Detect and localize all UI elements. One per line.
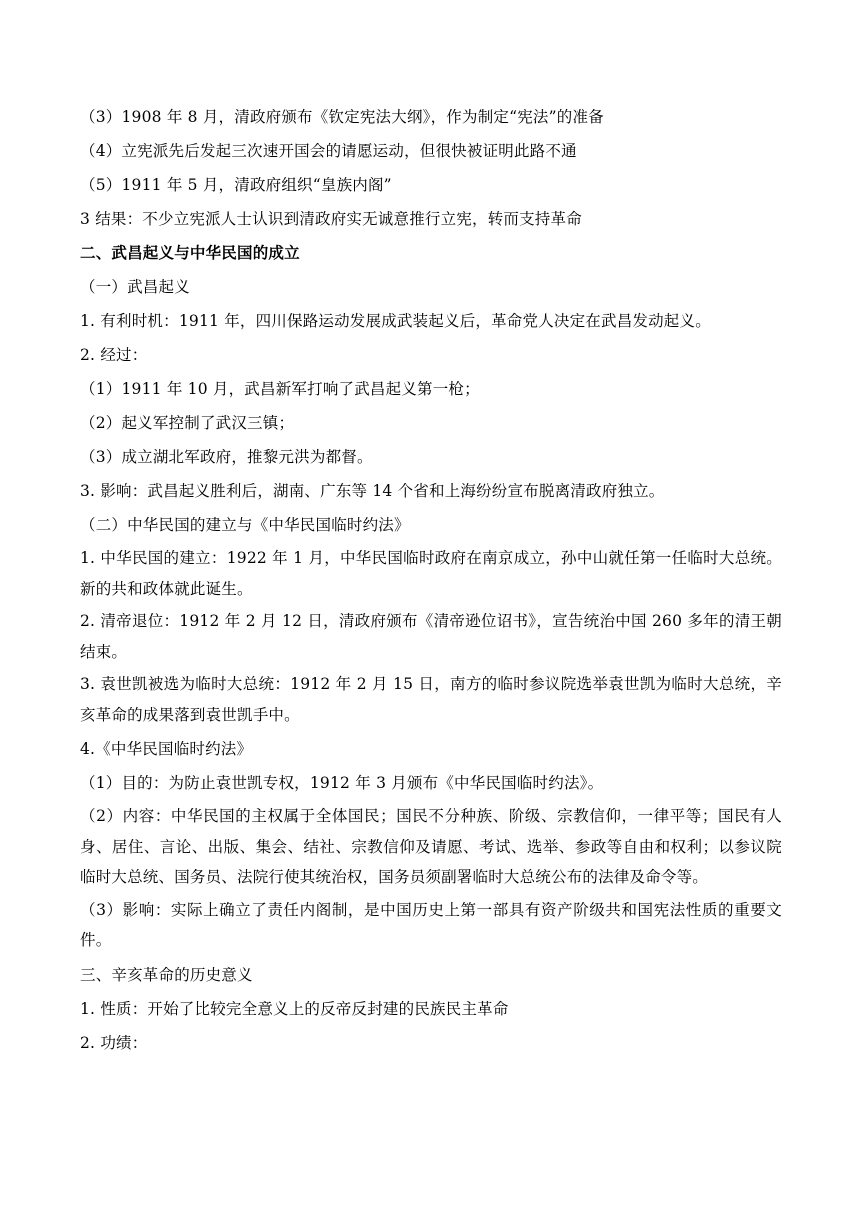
- text-line-royal-cabinet: （5）1911 年 5 月，清政府组织“皇族内阁”: [80, 176, 392, 194]
- paragraph-content: （2）内容：中华民国的主权属于全体国民；国民不分种族、阶级、宗教信仰，一律平等；国民有人身、居住、言论、出版、集会、结社、宗教信仰及请愿、考试、选举、参政等自由和权利；以参议院临时大总统、国务员、法院行使其统治权，国务员须副署临时大总统公布的法律及命令等。: [80, 807, 782, 886]
- text-line-provisional-constitution: 4.《中华民国临时约法》: [80, 740, 253, 758]
- text-line-three-towns: （2）起义军控制了武汉三镇；: [80, 414, 295, 432]
- section-heading-wuchang: 二、武昌起义与中华民国的成立: [80, 244, 300, 262]
- text-line-achievements: 2. 功绩：: [80, 1033, 148, 1052]
- subsection-heading-wuchang-uprising: （一）武昌起义: [80, 278, 190, 296]
- text-line-hubei-government: （3）成立湖北军政府，推黎元洪为都督。: [80, 448, 373, 466]
- document-body: [80, 100, 782, 1060]
- section-heading-historical-significance: 三、辛亥革命的历史意义: [80, 965, 253, 984]
- paragraph-emperor-abdication: 2. 清帝退位：1912 年 2 月 12 日，清政府颁布《清帝逊位诏书》，宣告统治中国 260 多年的清王朝结束。: [80, 612, 782, 661]
- text-line-constitution-outline: （3）1908 年 8 月，清政府颁布《钦定宪法大纲》，作为制定“宪法”的准备: [80, 108, 604, 126]
- text-line-result: 3 结果：不少立宪派人士认识到清政府实无诚意推行立宪，转而支持革命: [80, 210, 582, 228]
- text-line-nature: 1. 性质：开始了比较完全意义上的反帝反封建的民族民主革命: [80, 999, 509, 1018]
- text-line-purpose: （1）目的：为防止袁世凯专权，1912 年 3 月颁布《中华民国临时约法》。: [80, 774, 604, 792]
- text-line-favorable-timing: 1. 有利时机：1911 年，四川保路运动发展成武装起义后，革命党人决定在武昌发动起义。: [80, 312, 711, 330]
- paragraph-significance: （3）影响：实际上确立了责任内阁制，是中国历史上第一部具有资产阶级共和国宪法性质的重要文件。: [80, 900, 782, 949]
- text-line-impact: 3. 影响：武昌起义胜利后，湖南、广东等 14 个省和上海纷纷宣布脱离清政府独立。: [80, 482, 665, 500]
- text-line-process: 2. 经过：: [80, 346, 148, 364]
- text-line-first-shot: （1）1911 年 10 月，武昌新军打响了武昌起义第一枪；: [80, 380, 480, 398]
- paragraph-yuan-elected: 3. 袁世凯被选为临时大总统：1912 年 2 月 15 日，南方的临时参议院选举袁世凯为临时大总统，辛亥革命的成果落到袁世凯手中。: [80, 675, 782, 724]
- paragraph-roc-established: 1. 中华民国的建立：1922 年 1 月，中华民国临时政府在南京成立，孙中山就任第一任临时大总统。新的共和政体就此诞生。: [80, 549, 782, 598]
- text-line-petition-movement: （4）立宪派先后发起三次速开国会的请愿运动，但很快被证明此路不通: [80, 142, 577, 160]
- subsection-heading-roc-founding: （二）中华民国的建立与《中华民国临时约法》: [80, 516, 410, 534]
